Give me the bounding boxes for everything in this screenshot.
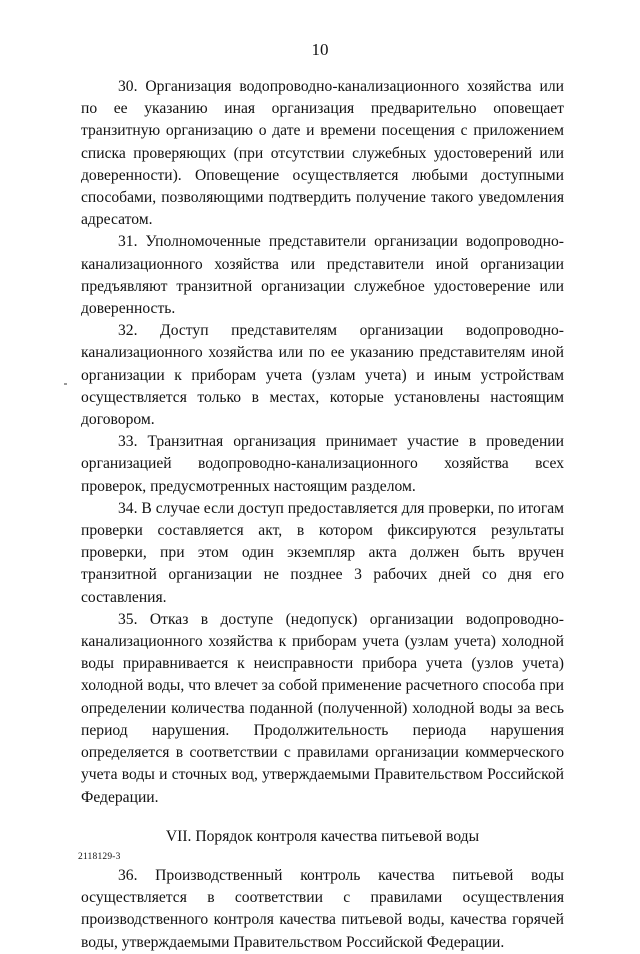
paragraph-31: 31. Уполномоченные представители организации водопроводно-канализационного хозяйства или представители иной организации предъявляют транзитной организации служебное удостоверение или доверенность. (81, 233, 564, 318)
document-body (81, 76, 564, 954)
section-heading: VII. Порядок контроля качества питьевой воды (165, 827, 480, 845)
paragraph-36: 36. Производственный контроль качества питьевой воды осуществляется в соответствии с правилами осуществления производственного контроля качества питьевой воды, качества горячей воды, утверждаемыми Правительством Российской Федерации. (81, 866, 564, 951)
paragraph-35: 35. Отказ в доступе (недопуск) организации водопроводно-канализационного хозяйства к приборам учета (узлам учета) холодной воды приравнивается к неисправности прибора учета (узлов учета) холодной воды, что влечет за собой применение расчетного способа при определении количества поданной (полученной) холодной воды за весь период нарушения. Продолжительность периода нарушения определяется в соответствии с правилами организации коммерческого учета воды и сточных вод, утверждаемыми Правительством Российской Федерации. (81, 610, 564, 806)
paragraph-32: 32. Доступ представителям организации водопроводно-канализационного хозяйства или по ее указанию представителям иной организации к приборам учета (узлам учета) и иным устройствам осуществляется только в местах, которые установлены настоящим договором. (81, 322, 564, 429)
page-number: 10 (311, 40, 329, 59)
paragraph-34: 34. В случае если доступ предоставляется для проверки, по итогам проверки составляется акт, в котором фиксируются результаты проверки, при этом один экземпляр акта должен быть вручен транзитной организации не позднее 3 рабочих дней со дня его составления. (81, 499, 564, 606)
margin-mark (64, 383, 67, 385)
paragraph-30: 30. Организация водопроводно-канализационного хозяйства или по ее указанию иная организация предварительно оповещает транзитную организацию о дате и времени посещения с приложением списка проверяющих (при отсутствии служебных удостоверений или доверенности). Оповещение осуществляется любыми доступными способами, позволяющими подтвердить получение такого уведомления адресатом. (81, 78, 564, 229)
paragraph-33: 33. Транзитная организация принимает участие в проведении организацией водопроводно-канализационного хозяйства всех проверок, предусмотренных настоящим разделом. (81, 433, 564, 495)
document-code: 2118129-3 (78, 852, 121, 862)
